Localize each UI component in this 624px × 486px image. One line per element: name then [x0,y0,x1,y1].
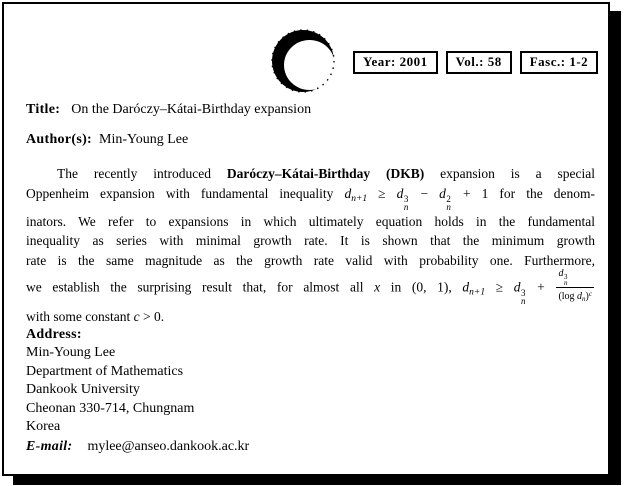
stacked-sup-sub: 3 n [403,193,409,212]
year-box: Year: 2001 [353,51,438,74]
address-line: Department of Mathematics [26,363,184,379]
address-line: Min-Young Lee [26,345,116,360]
authors-label: Author(s): [26,132,92,147]
moon-lit-area [284,40,335,90]
title-label: Title: [26,102,61,117]
abstract-line: inators. We refer to expansions in which ultimately equation holds in the fundamental [26,213,595,229]
email-value: mylee@anseo.dankook.ac.kr [87,438,250,454]
stacked-sup-sub: 3 n [521,287,526,306]
scanned-abstract-page [2,2,610,476]
author-line [26,132,596,148]
email-label: E-mail: [26,438,73,454]
email-line [26,437,596,456]
abstract-line: we establish the surprising result that, for almost all x in (0, 1), $d_{n+1} \ge d$ 3 n + d 3 n (log $d_n)^c$ [26,268,592,306]
crescent-moon-logo [270,26,340,98]
address-line: Cheonan 330-714, Chungnam [26,400,195,416]
address-label: Address: [26,327,82,342]
abstract-line: rate is the same magnitude as the growth rate valid with probability one. Furthermore, [26,252,595,268]
stacked-sup-sub: 2 n [446,193,451,212]
authors-name: Min-Young Lee [99,132,189,147]
title-text: On the Daróczy–Kátai-Birthday expansion [71,102,312,117]
abstract-line: The recently introduced Daróczy–Kátai-Birthday (DKB) expansion is a special [57,166,595,181]
address-line: Dankook University [26,382,140,398]
fascicle-box: Fasc.: 1-2 [520,51,598,74]
stacked-sup-sub: 3 n [563,273,568,287]
title-line [26,102,596,118]
inline-fraction: d 3 n (log $d_n)^c$ [558,268,592,303]
address-line: Korea [26,419,61,435]
address-lines [26,344,596,437]
address-block [26,325,596,456]
abstract-line: Oppenheim expansion with fundamental inequality $d_{n+1} \ge d$ 3 n − d 2 n + 1 for the denom- [26,185,595,212]
abstract-line: inequality as series with minimal growth rate. It is shown that the minimum growth [26,233,595,248]
abstract-line: with some constant c > 0. [26,309,165,324]
volume-box: Vol.: 58 [446,51,512,74]
abstract [26,164,595,327]
issue-info-boxes [353,51,598,74]
